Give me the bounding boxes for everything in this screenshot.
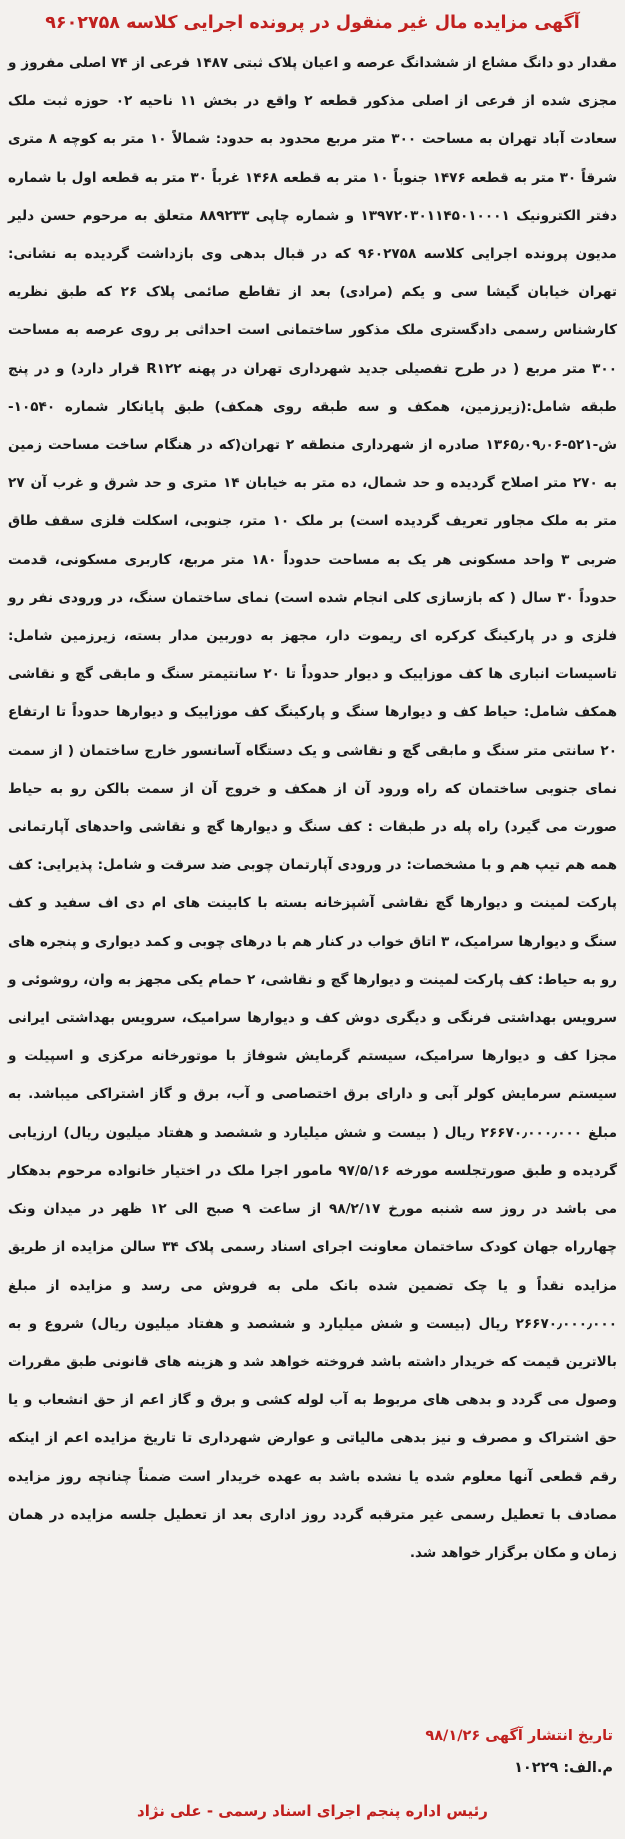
- notice-body: مقدار دو دانگ مشاع از ششدانگ عرصه و اعیان پلاک ثبتی ۱۴۸۷ فرعی از ۷۴ اصلی مفروز و مجزی شده از فرعی از اصلی مذکور قطعه ۲ واقع در بخش ۱۱ ناحیه ۰۲ حوزه ثبت ملک سعادت آباد تهران به مساحت ۳۰۰ متر مربع محدود به حدود: شمالاً ۱۰ متر به کوچه ۸ متری شرقاً ۳۰ متر به قطعه ۱۴۷۶ جنوباً ۱۰ متر به قطعه ۱۴۶۸ غرباً ۳۰ متر به قطعه اول با شماره دفتر الکترونیک ۱۳۹۷۲۰۳۰۱۱۴۵۰۱۰۰۰۱ و شماره چاپی ۸۸۹۲۳۳ متعلق به مرحوم حسن دلیر مدیون پرونده اجرایی کلاسه ۹۶۰۲۷۵۸ که در قبال بدهی وی بازداشت گردیده به نشانی: تهران خیابان گیشا سی و یکم (مرادی) بعد از تقاطع صائمی پلاک ۲۶ که طبق نظریه کارشناس رسمی دادگستری ملک مذکور ساختمانی است احداثی بر روی عرصه به مساحت ۳۰۰ متر مربع ( در طرح تفصیلی جدید شهرداری تهران در پهنه R۱۲۲ قرار دارد) و در پنج طبقه شامل:(زیرزمین، همکف و سه طبقه روی همکف) طبق پایانکار شماره ۱۰۵۴۰-ش-۵۲۱-۱۳۶۵٫۰۹٫۰۶ صادره از شهرداری منطقه ۲ تهران(که در هنگام ساخت مساحت زمین به ۲۷۰ متر اصلاح گردیده و حد شمال، ده متر به خیابان ۱۴ متری و حد شرق و غرب آن ۲۷ متر به ملک مجاور تعریف گردیده است) بر ملک ۱۰ متر، جنوبی، اسکلت فلزی سقف طاق ضربی ۳ واحد مسکونی هر یک به مساحت حدوداً ۱۸۰ متر مربع، کاربری مسکونی، قدمت حدوداً ۳۰ سال ( که بازسازی کلی انجام شده است) نمای ساختمان سنگ، در ورودی نفر رو فلزی و در پارکینگ کرکره ای ریموت دار، مجهز به دوربین مدار بسته، زیرزمین شامل: تاسیسات انباری ها کف موزاییک و دیوار حدوداً تا ۲۰ سانتیمتر سنگ و مابقی گچ و نقاشی همکف شامل: حیاط کف و دیوارها سنگ و پارکینگ کف موزاییک و دیوارها حدوداً تا ارتفاع ۲۰ سانتی متر سنگ و مابقی گچ و نقاشی و یک دستگاه آسانسور خارج ساختمان ( از سمت نمای جنوبی ساختمان که راه ورود آن از همکف و خروج آن از سمت بالکن رو به حیاط صورت می گیرد) راه پله در طبقات : کف سنگ و دیوارها گچ و نقاشی واحدهای آپارتمانی همه هم تیپ هم و با مشخصات: در ورودی آپارتمان چوبی ضد سرقت و شامل: پذیرایی: کف پارکت لمینت و دیوارها گچ نقاشی آشپزخانه بسته با کابینت های ام دی اف سفید و کف سنگ و دیوارها سرامیک، ۳ اتاق خواب در کنار هم با درهای چوبی و کمد دیواری و پنجره های رو به حیاط: کف پارکت لمینت و دیوارها گچ و نقاشی، ۲ حمام یکی مجهز به وان، روشوئی و سرویس بهداشتی فرنگی و دیگری دوش کف و دیوارها سرامیک، سرویس بهداشتی ایرانی مجزا کف و دیوارها سرامیک، سیستم گرمایش شوفاژ با موتورخانه مرکزی و اسپیلت و سیستم سرمایش کولر آبی و دارای برق اختصاصی و آب، برق و گاز اشتراکی میباشد. به مبلغ ۲۶۶۷۰٫۰۰۰٫۰۰۰ ریال ( بیست و شش میلیارد و ششصد و هفتاد میلیون ریال) ارزیابی گردیده و طبق صورتجلسه مورخه ۹۷/۵/۱۶ مامور اجرا ملک در اختیار خانواده مرحوم بدهکار می باشد در روز سه شنبه مورخ ۹۸/۲/۱۷ از ساعت ۹ صبح الی ۱۲ ظهر در میدان ونک چهارراه جهان کودک ساختمان معاونت اجرای اسناد رسمی پلاک ۳۴ سالن مزایده از طریق مزایده نقداً و یا چک تضمین شده بانک ملی به فروش می رسد و مزایده از مبلغ ۲۶۶۷۰٫۰۰۰٫۰۰۰ ریال (بیست و شش میلیارد و ششصد و هفتاد میلیون ریال) شروع و به بالاترین قیمت که خریدار داشته باشد فروخته خواهد شد و هزینه های قانونی طبق مقررات وصول می گردد و بدهی های مربوط به آب لوله کشی و برق و گاز اعم از حق انشعاب و یا حق اشتراک و مصرف و نیز بدهی مالیاتی و عوارض شهرداری تا تاریخ مزایده اعم از اینکه رقم قطعی آنها معلوم شده یا نشده باشد به عهده خریدار است ضمناً چنانچه روز مزایده مصادف با تعطیل رسمی غیر مترقبه گردد روز اداری بعد از تعطیل جلسه مزایده در همان زمان و مکان برگزار خواهد شد.: [8, 55, 618, 1561]
- notice-title: آگهی مزایده مال غیر منقول در پرونده اجرایی کلاسه ۹۶۰۲۷۵۸: [45, 13, 580, 33]
- signature-line: رئیس اداره پنجم اجرای اسناد رسمی - علی نژاد: [137, 1802, 488, 1820]
- reference-number: م.الف: ۱۰۲۲۹: [514, 1760, 613, 1776]
- notice-meta: [12, 1720, 613, 1784]
- publish-date: تاریخ انتشار آگهی ۹۸/۱/۲۶: [425, 1728, 613, 1744]
